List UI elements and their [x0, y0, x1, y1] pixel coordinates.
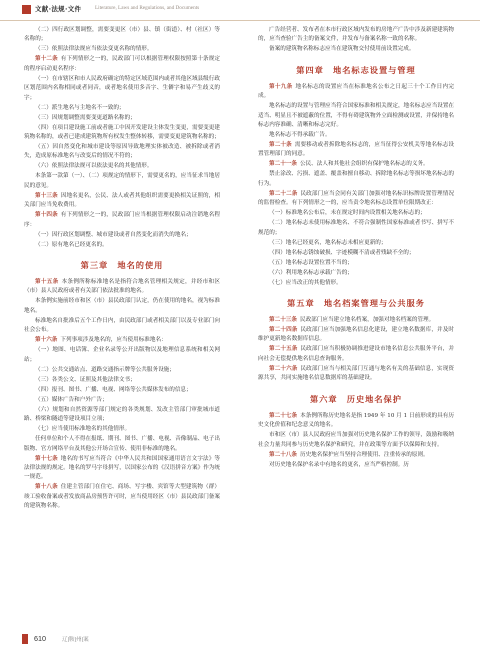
article-paragraph: [258, 365, 454, 384]
text-paragraph: [258, 131, 454, 140]
text-paragraph: [258, 259, 454, 268]
article-paragraph: [258, 326, 454, 345]
paragraph-text: 民政部门应当建立地名档案，加强对地名档案的管理。: [299, 317, 435, 324]
text-paragraph: [258, 45, 454, 54]
chapter-heading: 第四章 地名标志设置与管理: [296, 64, 416, 75]
text-paragraph: [24, 143, 220, 162]
paragraph-text: 地名标志不得承载广告。: [269, 132, 331, 139]
article-number: 第二十六条: [269, 365, 298, 372]
paragraph-text: 住建主管部门在住宅、商场、写字楼、宾馆等大型建筑物（群）竣工验收备案或者发放商品房预售许可时，应当使用经区（市）县民政部门备案的建筑物名称。: [24, 484, 220, 510]
section-mark-icon: [22, 5, 31, 14]
paragraph-text: 因地名更名，公民、法人或者其他组织需要更换相关证照的，相关部门应当免收费用。: [24, 192, 220, 209]
text-paragraph: [24, 396, 220, 405]
page-footer: [0, 628, 480, 650]
left-column: [24, 26, 220, 616]
paragraph-text: （七）应当使用标准地名的其他情形。: [35, 426, 131, 433]
article-number: 第二十五条: [269, 346, 298, 353]
paragraph-text: 历史地名保护应当坚持合理使用、注重传承的原则。: [299, 451, 429, 458]
text-paragraph: [258, 249, 454, 258]
article-paragraph: [258, 316, 454, 325]
text-paragraph: [24, 366, 220, 375]
text-paragraph: [24, 406, 220, 425]
text-paragraph: [258, 26, 454, 45]
article-paragraph: [24, 483, 220, 511]
text-paragraph: [24, 435, 220, 454]
text-paragraph: [24, 231, 220, 240]
paragraph-text: （六）依照法律法规可以依法更名的其他情形。: [35, 163, 153, 170]
paragraph-text: （一）因行政区划调整、城市建设或者自然变化而消失的地名；: [35, 231, 192, 238]
paragraph-text: （六）利用地名标志承载广告的；: [269, 269, 353, 276]
article-number: 第十九条: [269, 83, 293, 90]
text-paragraph: [258, 170, 454, 189]
text-paragraph: [24, 45, 220, 54]
article-number: 第二十二条: [269, 190, 298, 197]
paragraph-text: 禁止涂改、污损、遮盖、覆盖和擅自移动、拆除地名标志等损坏地名标志的行为。: [258, 171, 454, 187]
article-number: 第十二条: [35, 56, 58, 63]
text-paragraph: [24, 376, 220, 385]
paragraph-text: 广告经营者、发布者在本市行政区域内发布的房地产广告中涉及新建建筑物的，应当查验广告主的备案文件，并发布与备案名称一致的名称。: [258, 27, 454, 43]
page-number: 610: [34, 634, 46, 643]
article-paragraph: [258, 412, 454, 431]
paragraph-text: 民政部门应当积极协调推进建设市地名信息公共服务平台，并向社会无偿提供地名信息查询服务。: [258, 346, 454, 362]
chapter-heading: 第五章 地名档案管理与公共服务: [287, 298, 425, 309]
paragraph-text: （三）地名已经更名，地名标志未相应更新的；: [269, 239, 387, 246]
paragraph-text: 对历史地名保护名录中有地名的更名，应当严格控制。历: [269, 461, 409, 468]
paragraph-text: （一）地图、电话簿、企业名录等公开出版物以及地理信息系统和相关网站；: [24, 347, 220, 363]
paragraph-text: 本条第一款第（一）、（二）项规定的情形下，需要更名的，应当征求当地居民的意见。: [24, 173, 220, 189]
text-paragraph: [24, 297, 220, 316]
text-paragraph: [258, 219, 454, 238]
article-number: 第二十八条: [269, 451, 297, 458]
article-number: 第十五条: [35, 279, 59, 286]
paragraph-text: （二）公共交通站点、道路交通指示牌等公共服务设施；: [35, 366, 175, 373]
paragraph-text: 地名标志的设置与管理应当符合国家标准和相关规定，地名标志应当设置在适当、明显且不被遮蔽的位置，不得有碍建筑物外立面检测或设置，并保持地名标志内容准确、清晰和标志完好。: [258, 103, 454, 129]
article-paragraph: [258, 141, 454, 160]
paragraph-text: （三）依照法律法规应当依法变更名称的情形。: [35, 46, 153, 53]
article-number: 第二十七条: [269, 412, 298, 419]
article-paragraph: [24, 455, 220, 483]
article-paragraph: [258, 190, 454, 209]
article-paragraph: [24, 55, 220, 74]
article-number: 第十八条: [35, 484, 58, 491]
article-number: 第十六条: [35, 337, 58, 344]
section-subtitle: Literature, Laws and Regulations, and Documents: [95, 5, 200, 11]
paragraph-text: （一）在市辖区和市人民政府确定的特定区域范围内或者其他区域县级行政区划范围内名称相同或者同音，或者地名使用多音字、生僻字和易产生歧义的字；: [24, 75, 220, 101]
article-paragraph: [24, 336, 220, 345]
article-number: 第二十一条: [269, 161, 297, 168]
paragraph-text: （五）媒体广告和户外广告；: [35, 396, 108, 403]
paragraph-text: 备案的建筑物名称标志应当在建筑物交付使用前设置完成。: [269, 46, 415, 53]
paragraph-text: （七）应当改正的其他情形。: [269, 279, 342, 286]
text-paragraph: [24, 124, 220, 143]
paragraph-text: 下列事项涉及地名的，应当使用标准地名：: [60, 337, 167, 344]
paragraph-text: 本条例所称历史地名是指 1949 年 10 月 1 日前形成的具有历史文化价值和纪念意义的地名。: [258, 412, 454, 429]
page-header: [0, 0, 480, 21]
paragraph-text: （一）标准地名公布后，未在规定时间内设置相关地名标志的；: [269, 210, 426, 217]
text-paragraph: [24, 114, 220, 123]
text-paragraph: [24, 172, 220, 191]
text-paragraph: [258, 269, 454, 278]
article-paragraph: [258, 345, 454, 364]
text-paragraph: [24, 425, 220, 434]
article-number: 第二十四条: [269, 327, 298, 334]
paragraph-text: （四）地名标志锈蚀破损、字迹模糊不清或者残缺不全的；: [269, 249, 415, 256]
right-column: [258, 26, 454, 616]
paragraph-text: （二）四行政区划调整，需要变更区（市）县、镇（街道）、村（社区）等名称的；: [24, 27, 220, 43]
paragraph-text: （四）报刊、图书、广播、电视、网络等公共媒体发布的信息；: [35, 386, 192, 393]
paragraph-text: （三）各类公文、证照及其他法律文书；: [35, 376, 136, 383]
paragraph-text: （六）规划和自然资源等部门规定的各类规划、发改主管部门审批城市道路、桥梁和隧道等建设项目立项；: [24, 406, 220, 423]
text-paragraph: [258, 239, 454, 248]
paragraph-text: 民政部门应当会同有关部门加强对地名标识标牌设置管理情况的监督检查。有下列情形之一的，应当责令地名标志设置单位限期改正：: [258, 190, 454, 207]
article-paragraph: [24, 192, 220, 211]
article-paragraph: [258, 83, 454, 102]
paragraph-text: 任何单位和个人不得在报纸、期刊、图书、广播、电视、音像制品、电子出版物、官方网络平台及其他公开场合宣传、使用非标准的地名。: [24, 436, 220, 452]
article-number: 第十四条: [35, 212, 58, 219]
text-paragraph: [258, 102, 454, 130]
text-paragraph: [24, 162, 220, 171]
article-paragraph: [258, 451, 454, 460]
text-paragraph: [24, 26, 220, 45]
footer-mark-icon: [22, 634, 28, 644]
article-number: 第十七条: [35, 455, 58, 462]
article-paragraph: [24, 278, 220, 297]
paragraph-text: 市和区（市）县人民政府应当加强对历史地名保护工作的领导，鼓励和吸纳社会力量共同参与历史地名保护和研究，并在政策等方面予以保障和支持。: [258, 432, 454, 448]
paragraph-text: 本条例实施前经市和区（市）县民政部门认定，仍在使用的地名，视为标准地名。: [24, 298, 220, 314]
paragraph-text: 民政部门应当加强地名信息化建设，建立地名数据库，并及时维护更新地名数据库信息。: [258, 327, 454, 343]
paragraph-text: （五）因自然变化和城市建设等原因导致地理实体被改造、被拆除或者消失，造成原标准地名与改变后的情况不符的；: [24, 144, 220, 160]
text-paragraph: [24, 386, 220, 395]
chapter-heading: 第六章 历史地名保护: [310, 393, 402, 404]
chapter-heading: 第三章 地名的使用: [80, 260, 164, 271]
article-number: 第十三条: [35, 192, 58, 199]
text-paragraph: [24, 104, 220, 113]
text-paragraph: [24, 317, 220, 336]
article-paragraph: [258, 160, 454, 169]
text-paragraph: [24, 75, 220, 103]
paragraph-text: 有下列情形之一的，民政部门应当根据管理权限启动注销地名程序：: [24, 212, 220, 228]
text-paragraph: [258, 279, 454, 288]
text-paragraph: [258, 209, 454, 218]
paragraph-text: 需要移动或者拆除地名标志的，应当征得公安机关等地名标志设置管理部门的同意。: [258, 142, 454, 158]
paragraph-text: 本条例所称标准地名是指符合地名管理相关规定，并经市和区（市）县人民政府或者有关部门依法批准的地名。: [24, 279, 220, 295]
section-title: 文献·法规·文件: [35, 5, 82, 13]
paragraph-text: （四）在项目建设施工前或者施工中因开发建设主体发生变更，需要变更建筑物名称的，或者已建成建筑物所有权发生整体转移，需要变更建筑物名称的；: [24, 124, 220, 141]
article-paragraph: [24, 211, 220, 230]
article-number: 第二十条: [269, 142, 292, 149]
paragraph-text: （五）地名标志设置位置不当的；: [269, 259, 353, 266]
paragraph-text: （二）地名标志未使用标准地名、不符合强制性国家标准或者书写、拼写不规范的；: [258, 220, 454, 236]
paragraph-text: （二）原有地名已经更名的。: [35, 241, 108, 248]
footer-code: 辽|鞍|州|案: [62, 637, 89, 643]
paragraph-text: 民政部门应当与相关部门互通与地名有关的基础信息，实现资源共享，共同实施地名信息数据库的基础建设。: [258, 365, 454, 382]
article-number: 第二十三条: [269, 317, 297, 324]
paragraph-text: 地名的书写应当符合《中华人民共和国国家通用语言文字法》等法律法规的规定。地名的罗马字母拼写，以国家公布的《汉语拼音方案》作为统一规范。: [24, 455, 220, 481]
paragraph-text: 地名标志的设置应当在标准地名公布之日起三十个工作日内完成。: [258, 83, 454, 100]
text-paragraph: [24, 346, 220, 365]
paragraph-text: （二）派生地名与主地名不一致的；: [35, 104, 125, 111]
paragraph-text: 标准地名自批准后五个工作日内，由民政部门或者相关部门以及专业部门向社会公布。: [24, 317, 220, 334]
paragraph-text: 公民、法人和其他社会组织有保护地名标志的义务。: [299, 161, 429, 168]
text-paragraph: [24, 241, 220, 250]
paragraph-text: 有下列情形之一的，民政部门可以根据管理权限按照第十条规定的程序启动更名程序：: [24, 56, 220, 72]
text-paragraph: [258, 431, 454, 450]
text-paragraph: [258, 461, 454, 470]
paragraph-text: （三）因规划调整需要变更道路名称的；: [35, 114, 136, 121]
